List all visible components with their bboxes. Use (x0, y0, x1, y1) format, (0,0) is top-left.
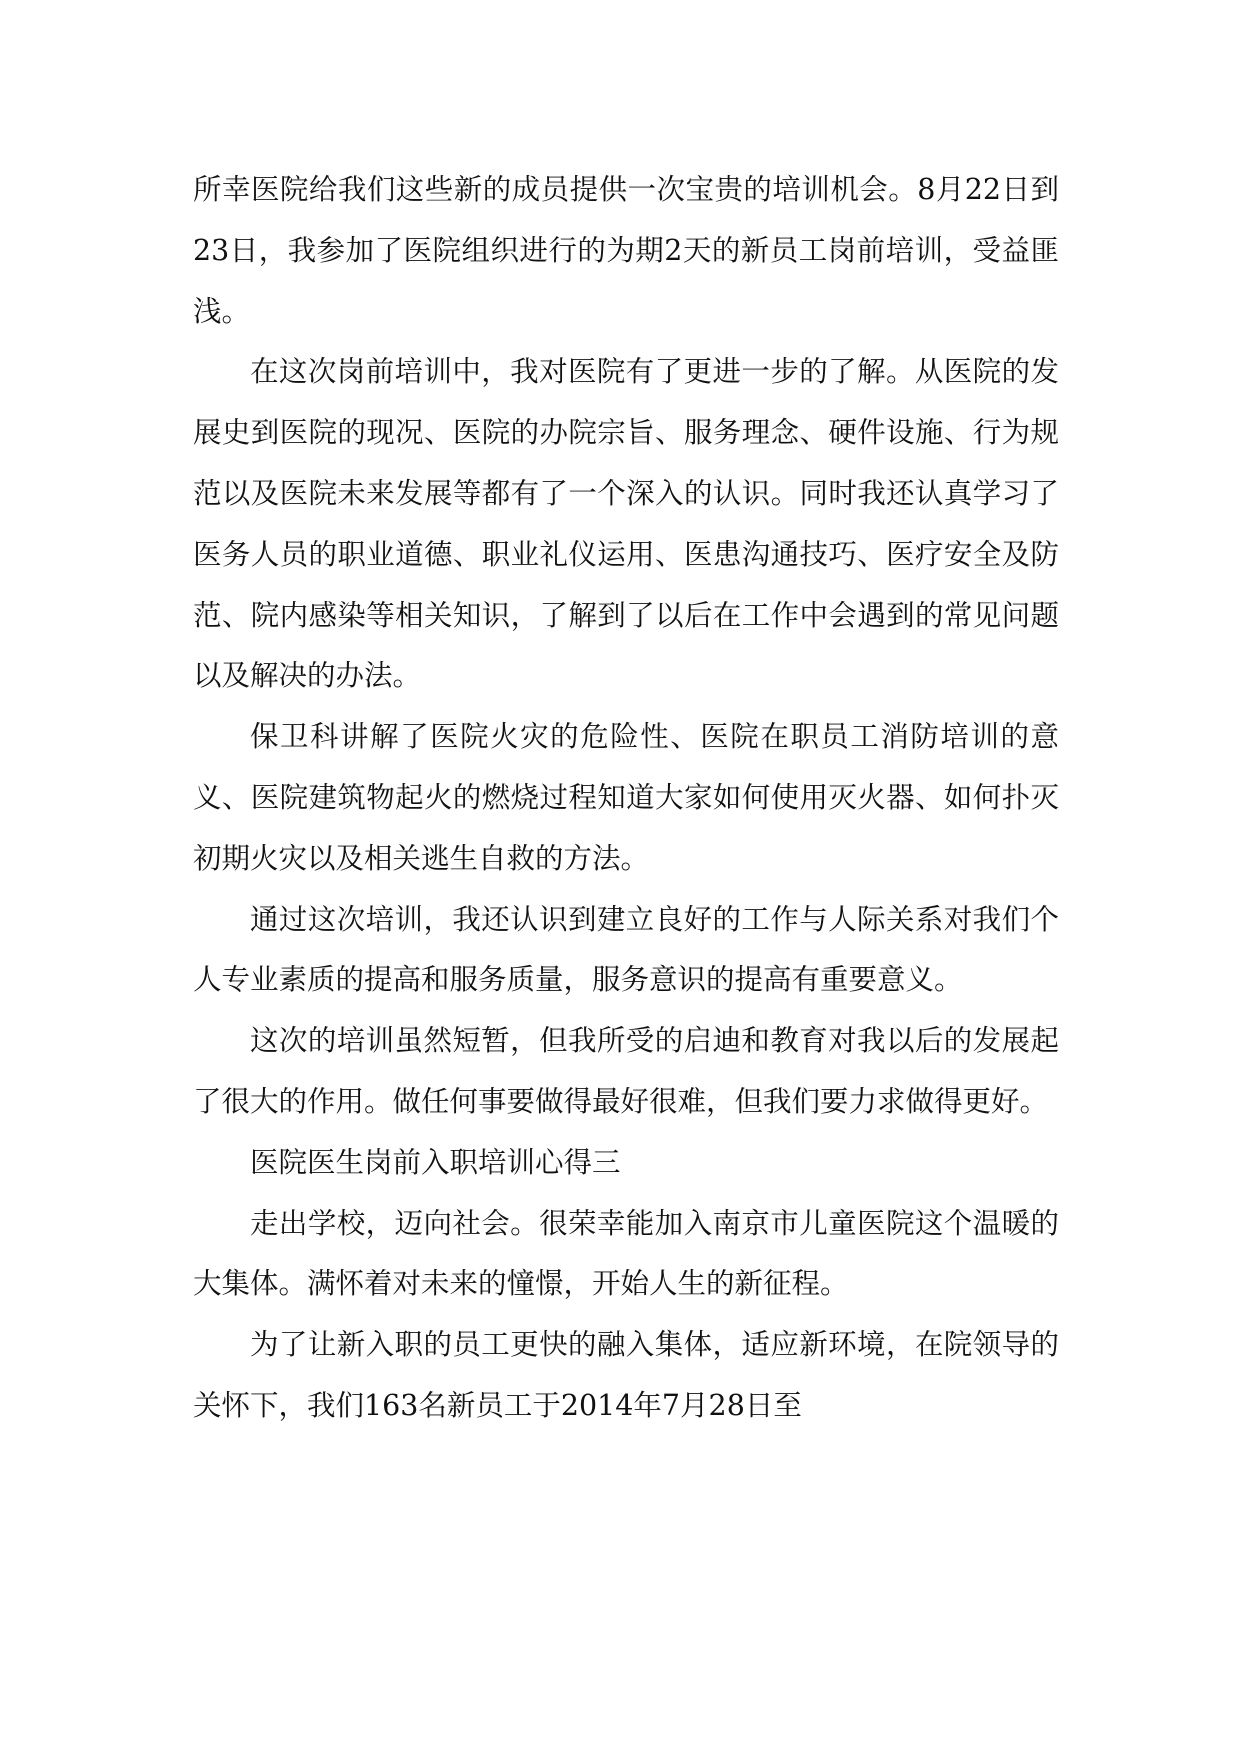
section-heading: 医院医生岗前入职培训心得三 (250, 1145, 621, 1179)
document-page (193, 160, 1059, 1437)
paragraph-2: 在这次岗前培训中，我对医院有了更进一步的了解。从医院的发展史到医院的现况、医院的办院宗旨、服务理念、硬件设施、行为规范以及医院未来发展等都有了一个深入的认识。同时我还认真学习了医务人员的职业道德、职业礼仪运用、医患沟通技巧、医疗安全及防范、院内感染等相关知识，了解到了以后在工作中会遇到的常见问题以及解决的办法。 (193, 355, 1059, 693)
paragraph-3: 保卫科讲解了医院火灾的危险性、医院在职员工消防培训的意义、医院建筑物起火的燃烧过程知道大家如何使用灭火器、如何扑灭初期火灾以及相关逃生自救的方法。 (193, 720, 1059, 875)
paragraph-5: 这次的培训虽然短暂，但我所受的启迪和教育对我以后的发展起了很大的作用。做任何事要做得最好很难，但我们要力求做得更好。 (193, 1024, 1059, 1118)
paragraph-1: 所幸医院给我们这些新的成员提供一次宝贵的培训机会。8月22日到23日，我参加了医院组织进行的为期2天的新员工岗前培训，受益匪浅。 (193, 173, 1059, 328)
paragraph-7: 为了让新入职的员工更快的融入集体，适应新环境，在院领导的关怀下，我们163名新员工于2014年7月28日至 (193, 1328, 1059, 1422)
paragraph-4: 通过这次培训，我还认识到建立良好的工作与人际关系对我们个人专业素质的提高和服务质量，服务意识的提高有重要意义。 (193, 902, 1059, 997)
paragraph-6: 走出学校，迈向社会。很荣幸能加入南京市儿童医院这个温暖的大集体。满怀着对未来的憧憬，开始人生的新征程。 (193, 1206, 1059, 1301)
